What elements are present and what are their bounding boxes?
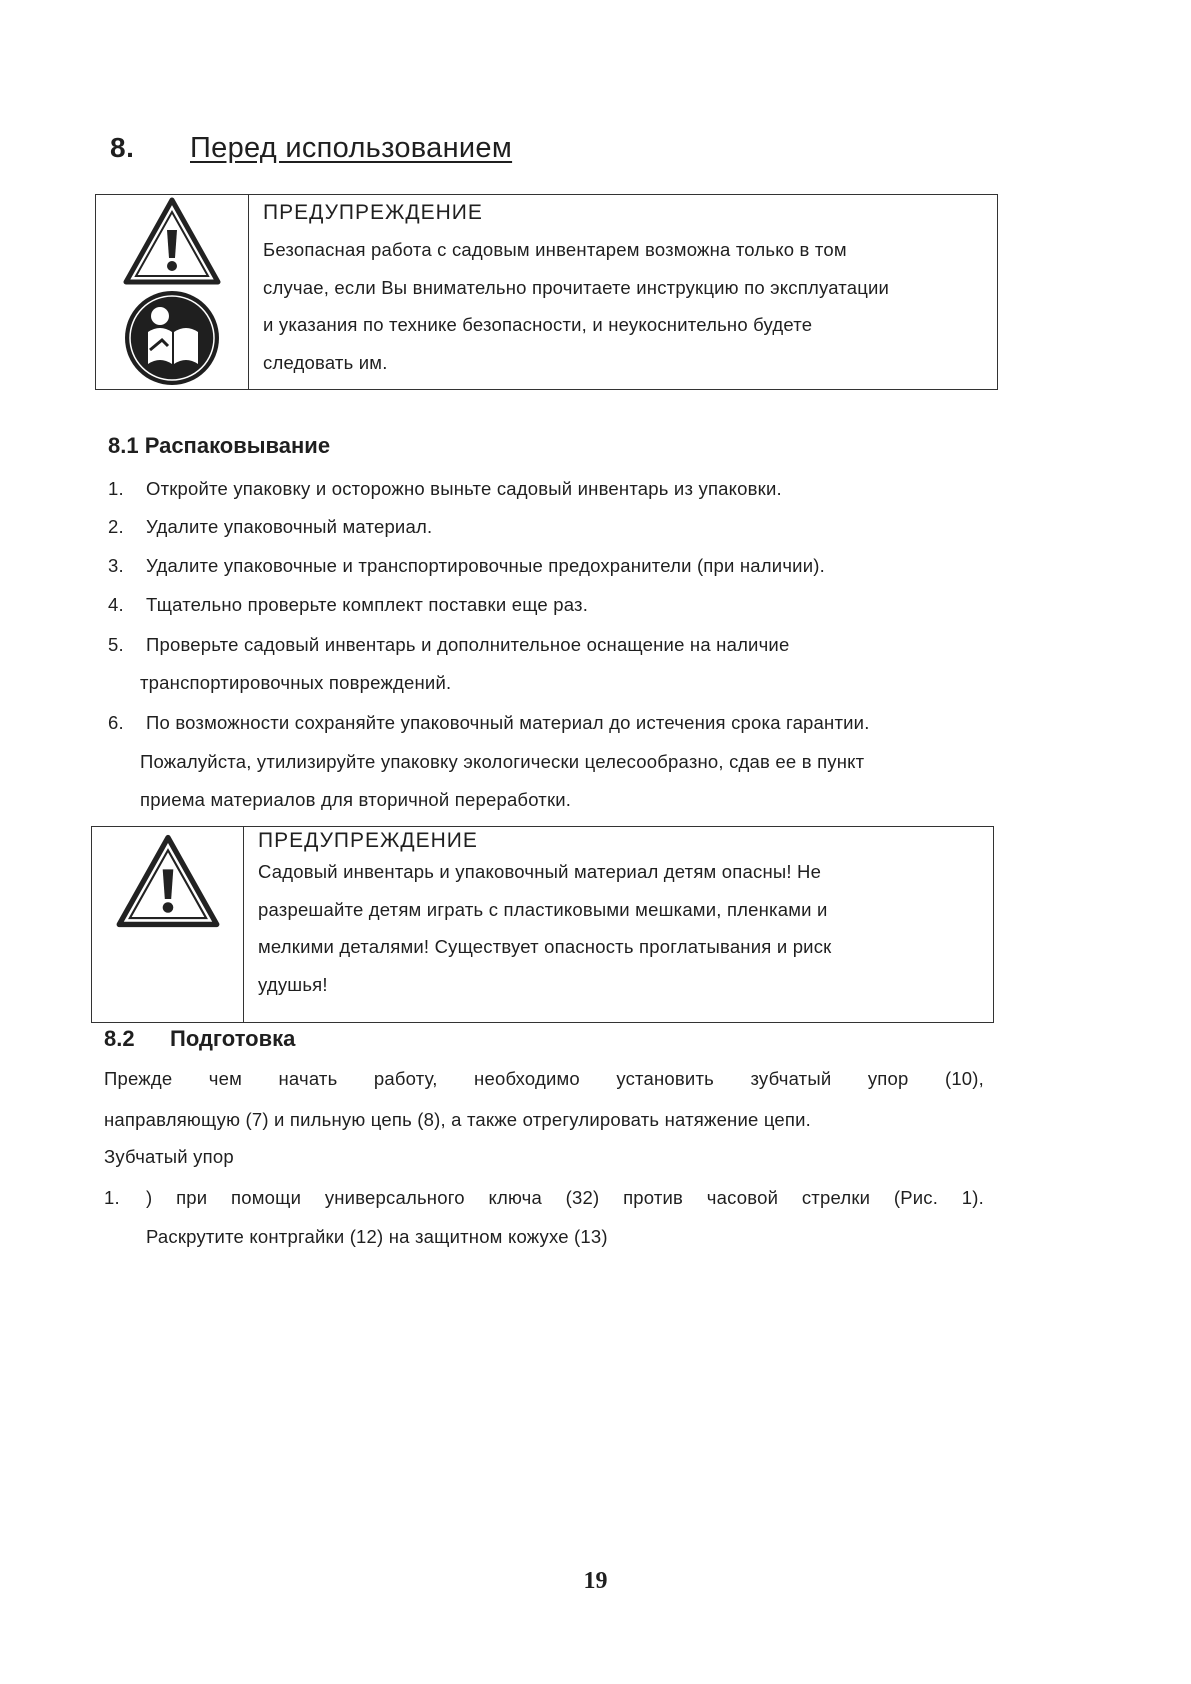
list-item-text: Тщательно проверьте комплект поставки еще раз. [146,594,589,615]
list-item-text: Удалите упаковочный материал. [146,516,433,537]
warning-title: ПРЕДУПРЕЖДЕНИЕ [263,201,483,224]
list-item-text: Проверьте садовый инвентарь и дополнительное оснащение на наличие [146,634,790,655]
warning-text-block [249,195,889,389]
warning-box-safety [95,194,998,390]
warning-line: удушья! [258,973,328,995]
warning-text-block [244,827,831,1022]
warning-triangle-icon [122,196,222,286]
warning-line: Садовый инвентарь и упаковочный материал детям опасны! Не [258,861,822,882]
list-item-number: 1. [108,478,124,499]
warning-line: случае, если Вы внимательно прочитаете инструкцию по эксплуатации [263,276,890,298]
warning-icons-column [92,827,244,1022]
list-item-continuation: приема материалов для вторичной переработки. [140,789,572,810]
preparation-heading: Подготовка [170,1026,296,1051]
subheading: Зубчатый упор [104,1146,234,1167]
list-item-text: По возможности сохраняйте упаковочный материал до истечения срока гарантии. [146,712,870,733]
read-manual-icon [122,288,222,388]
step-text-continuation: Раскрутите контргайки (12) на защитном кожухе (13) [146,1226,608,1247]
list-item-text: Удалите упаковочные и транспортировочные предохранители (при наличии). [146,555,825,576]
warning-line: следовать им. [263,351,388,373]
preparation-paragraph-line: Прежде чем начать работу, необходимо установить зубчатый упор (10), [104,1068,984,1089]
unpacking-heading: 8.1 Распаковывание [108,433,331,458]
warning-line: Безопасная работа с садовым инвентарем возможна только в том [263,239,847,260]
list-item-number: 5. [108,634,124,655]
warning-title: ПРЕДУПРЕЖДЕНИЕ [258,829,478,852]
list-item-number: 3. [108,555,124,576]
page-number: 19 [583,1568,608,1594]
warning-triangle-icon [115,833,221,929]
step-text: ) при помощи универсального ключа (32) против часовой стрелки (Рис. 1). [146,1187,984,1208]
warning-line: разрешайте детям играть с пластиковыми мешками, пленками и [258,898,828,920]
preparation-paragraph-line: направляющую (7) и пильную цепь (8), а также отрегулировать натяжение цепи. [104,1109,812,1130]
preparation-number: 8.2 [104,1026,135,1051]
list-item-continuation: Пожалуйста, утилизируйте упаковку экологически целесообразно, сдав ее в пункт [140,751,865,772]
section-title: Перед использованием [190,132,513,164]
list-item-number: 2. [108,516,124,537]
warning-line: и указания по технике безопасности, и неукоснительно будете [263,314,813,335]
warning-line: мелкими деталями! Существует опасность проглатывания и риск [258,936,832,957]
list-item-number: 4. [108,594,124,615]
list-item-number: 6. [108,712,124,733]
section-number: 8. [110,132,135,163]
list-item-text: Откройте упаковку и осторожно выньте садовый инвентарь из упаковки. [146,478,782,499]
list-item-continuation: транспортировочных повреждений. [140,672,452,693]
warning-box-children [91,826,994,1023]
step-number: 1. [104,1187,120,1208]
warning-icons-column [96,195,249,389]
